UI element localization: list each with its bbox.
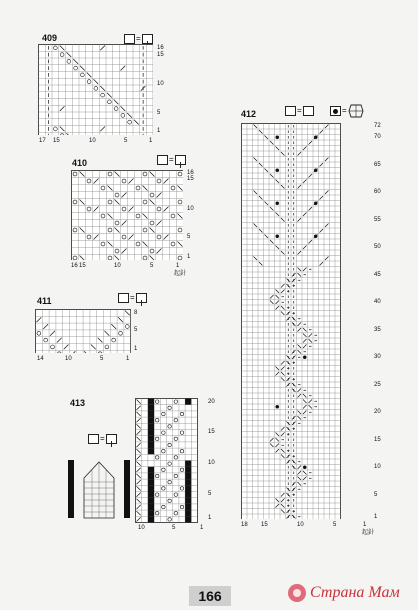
legend-purl-cell-icon xyxy=(142,34,153,44)
chart-409-row-tick: 16 xyxy=(157,45,164,51)
legend-empty-cell-icon xyxy=(157,155,168,165)
motif-right-bar xyxy=(124,460,130,518)
chart-409-row-tick: 10 xyxy=(157,81,164,87)
legend-empty-cell-icon xyxy=(124,34,135,44)
chart-413-col-tick: 1 xyxy=(200,525,204,531)
chart-412-row-tick: 5 xyxy=(374,491,378,498)
chart-412-row-tick: 55 xyxy=(374,216,381,223)
chart-410-col-tick: 1 xyxy=(176,263,180,269)
motif-hatch xyxy=(84,462,114,518)
legend-equals: = xyxy=(136,34,141,43)
chart-411-number: 411 xyxy=(37,296,52,306)
chart-412-row-tick: 15 xyxy=(374,436,381,443)
chart-410-col-tick: 5 xyxy=(150,263,154,269)
chart-412-grid xyxy=(241,123,370,519)
chart-410-row-tick: 15 xyxy=(187,176,194,182)
chart-411-row-tick: 8 xyxy=(134,310,138,316)
chart-412-row-tick: 40 xyxy=(374,299,381,305)
chart-412-row-tick: 10 xyxy=(374,464,381,470)
legend-purl-cell-icon xyxy=(136,293,147,303)
legend-equals: = xyxy=(130,293,135,302)
chart-409-row-tick: 5 xyxy=(157,110,161,116)
chart-412-col-tick: 5 xyxy=(333,522,337,528)
chart-409-grid xyxy=(38,44,153,135)
chart-409-col-tick: 17 xyxy=(39,138,46,144)
chart-412-row-tick: 70 xyxy=(374,134,381,140)
page-number: 166 xyxy=(189,586,231,606)
chart-412-col-tick: 15 xyxy=(261,522,268,528)
chart-410-start-label: 起針 xyxy=(174,271,187,277)
chart-412-number: 412 xyxy=(241,109,257,119)
chart-412-row-tick: 25 xyxy=(374,381,381,388)
chart-413-number: 413 xyxy=(70,398,86,408)
bobble-stitch-icon xyxy=(348,104,364,118)
chart-412-col-tick: 1 xyxy=(363,522,367,528)
chart-412-legend xyxy=(285,106,314,116)
motif-left-bar xyxy=(68,460,74,518)
chart-412-row-tick: 45 xyxy=(374,271,381,278)
legend-dot-cell-icon xyxy=(330,106,341,116)
legend-dash-cell-icon xyxy=(303,106,314,116)
legend-purl-cell-icon xyxy=(106,434,117,444)
chart-409-legend xyxy=(124,34,153,44)
legend-equals: = xyxy=(342,106,347,115)
chart-412-col-tick: 18 xyxy=(241,522,248,528)
chart-412-row-tick: 20 xyxy=(374,409,381,415)
chart-411-row-tick: 1 xyxy=(134,346,138,352)
legend-equals: = xyxy=(297,106,302,115)
chart-412-row-tick: 35 xyxy=(374,326,381,333)
chart-413-motif xyxy=(68,458,130,520)
chart-413-row-tick: 20 xyxy=(208,399,215,405)
chart-412-start-label: 起針 xyxy=(362,530,375,536)
legend-purl-cell-icon xyxy=(175,155,186,165)
brand-logo-icon xyxy=(286,582,308,604)
legend-equals: = xyxy=(100,434,105,443)
chart-412-row-tick: 50 xyxy=(374,244,381,250)
chart-413-col-tick: 5 xyxy=(172,525,176,531)
chart-413-row-tick: 10 xyxy=(208,460,215,466)
legend-equals: = xyxy=(169,155,174,164)
chart-409-number: 409 xyxy=(42,33,58,43)
chart-410-number: 410 xyxy=(72,158,88,168)
chart-410-row-tick: 16 xyxy=(187,170,194,176)
chart-410-row-tick: 1 xyxy=(187,254,191,260)
chart-412-row-tick: 60 xyxy=(374,189,381,195)
chart-409-col-tick: 10 xyxy=(89,138,96,144)
chart-409-col-tick: 15 xyxy=(53,138,60,144)
legend-empty-cell-icon xyxy=(88,434,99,444)
chart-413-row-tick: 1 xyxy=(208,515,212,521)
chart-411-col-tick: 10 xyxy=(65,356,72,362)
chart-413-row-tick: 5 xyxy=(208,491,212,497)
chart-410-col-tick: 10 xyxy=(114,263,121,269)
chart-410-row-tick: 10 xyxy=(187,206,194,212)
chart-411-grid xyxy=(35,309,131,353)
chart-410-col-tick: 16 xyxy=(71,263,78,269)
chart-409-row-tick: 1 xyxy=(157,128,161,134)
legend-empty-cell-icon xyxy=(285,106,296,116)
chart-409-col-tick: 1 xyxy=(149,138,153,144)
chart-410-legend xyxy=(157,155,186,165)
chart-409-row-tick: 15 xyxy=(157,52,164,58)
chart-411-row-tick: 5 xyxy=(134,327,138,333)
chart-410-row-tick: 5 xyxy=(187,234,191,240)
chart-413-row-tick: 15 xyxy=(208,429,215,435)
chart-411-col-tick: 1 xyxy=(126,356,130,362)
chart-411-legend xyxy=(118,293,147,303)
chart-410-col-tick: 15 xyxy=(79,263,86,269)
chart-412-row-tick: 65 xyxy=(374,161,381,168)
chart-413-legend xyxy=(88,434,117,444)
chart-413-col-tick: 10 xyxy=(138,525,145,531)
legend-empty-cell-icon xyxy=(118,293,129,303)
chart-409-col-tick: 5 xyxy=(124,138,128,144)
chart-410-grid xyxy=(71,170,183,260)
chart-412-row-tick: 30 xyxy=(374,354,381,360)
chart-412-legend-bobble xyxy=(330,104,364,118)
brand-name: Страна Мам xyxy=(310,584,400,601)
chart-412-col-tick: 10 xyxy=(297,522,304,528)
chart-412-row-tick: 1 xyxy=(374,513,378,520)
chart-412-row-tick: 72 xyxy=(374,123,381,129)
chart-411-col-tick: 5 xyxy=(100,356,104,362)
chart-413-grid xyxy=(135,398,205,523)
chart-411-col-tick: 14 xyxy=(37,356,44,362)
